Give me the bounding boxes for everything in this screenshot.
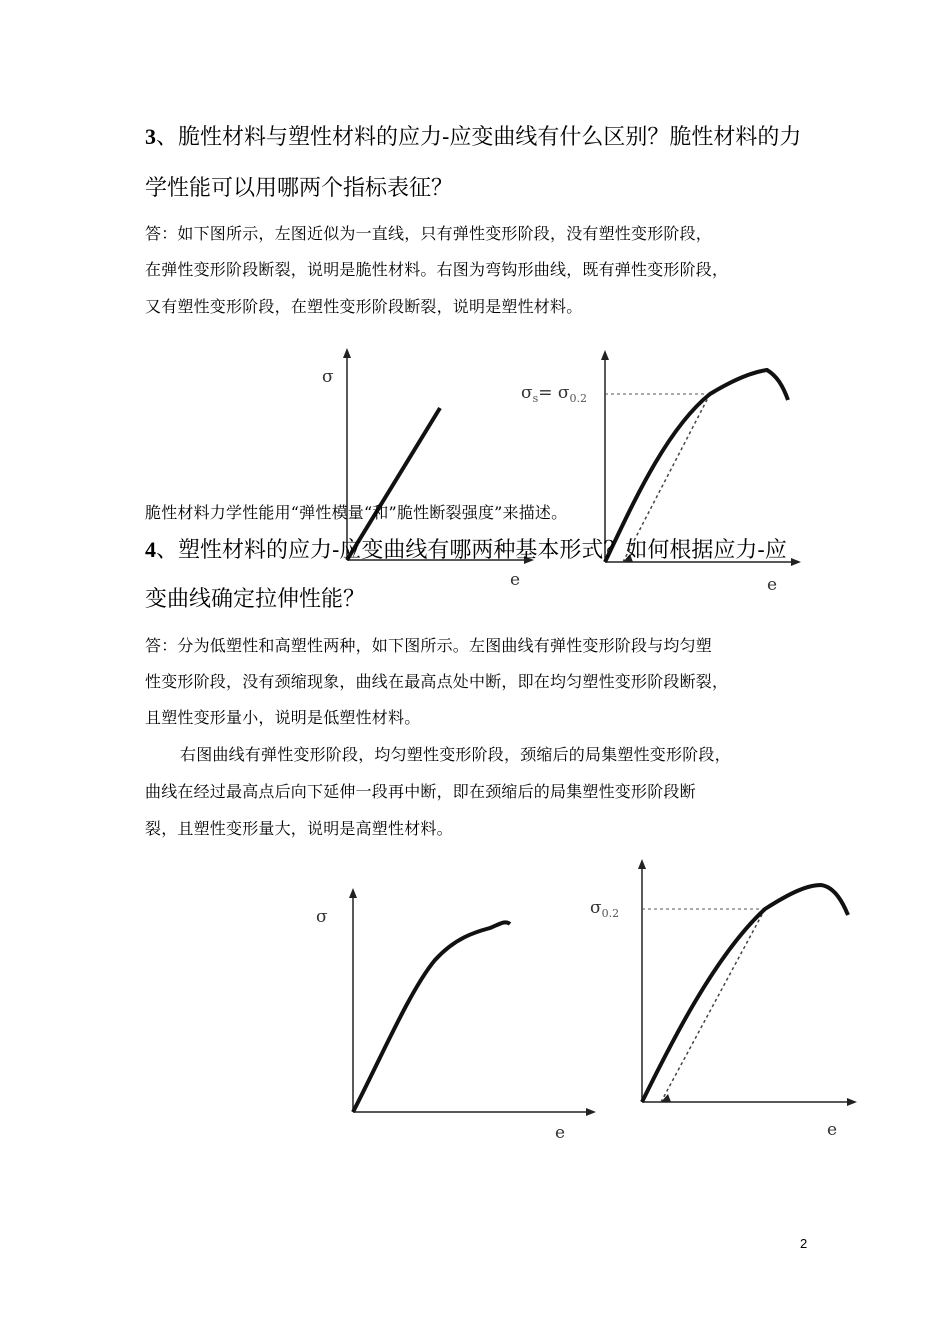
answer-3-line3: 又有塑性变形阶段，在塑性变形阶段断裂，说明是塑性材料。: [145, 297, 583, 316]
x-axis-arrow: [847, 1098, 857, 1106]
answer-4-line6: 裂，且塑性变形量大，说明是高塑性材料。: [145, 819, 453, 838]
x-axis-label: e: [510, 570, 521, 590]
answer-4-line3: 且塑性变形量小，说明是低塑性材料。: [145, 708, 421, 727]
question-4-title-line1: 4、塑性材料的应力-应变曲线有哪两种基本形式？如何根据应力-应: [145, 537, 787, 563]
x-axis-label: e: [827, 1120, 838, 1140]
offset-arrow: [661, 1094, 671, 1102]
page-number: 2: [800, 1236, 808, 1251]
answer-4-line2: 性变形阶段，没有颈缩现象，曲线在最高点处中断，即在均匀塑性变形阶段断裂，: [145, 672, 729, 691]
answer-3-line2: 在弹性变形阶段断裂，说明是脆性材料。右图为弯钩形曲线，既有弹性变形阶段，: [145, 260, 729, 279]
stress-strain-curve: [642, 885, 848, 1102]
y-axis-arrow: [638, 859, 646, 869]
x-axis-arrow: [791, 558, 801, 566]
figure2-right-high-plasticity-curve: [585, 855, 875, 1155]
x-axis-label: e: [555, 1123, 566, 1143]
y-axis-label: $\sigma_{0.2}$: [590, 898, 620, 920]
answer-4-line5: 曲线在经过最高点后向下延伸一段再中断，即在颈缩后的局集塑性变形阶段断: [145, 782, 696, 801]
figure2-left-low-plasticity-curve: [300, 870, 600, 1160]
question-4-title-line2: 变曲线确定拉伸性能？: [145, 587, 366, 612]
y-axis-arrow: [343, 348, 351, 358]
question-3-title-line1: 3、脆性材料与塑性材料的应力-应变曲线有什么区别？脆性材料的力: [145, 124, 802, 150]
answer-3-line1: 答：如下图所示，左图近似为一直线，只有弹性变形阶段，没有塑性变形阶段，: [145, 224, 713, 243]
y-axis-arrow: [601, 350, 609, 360]
x-axis-label: e: [767, 575, 778, 595]
stress-strain-curve: [605, 370, 788, 562]
answer-4-line1: 答：分为低塑性和高塑性两种，如下图所示。左图曲线有弹性变形阶段与均匀塑: [145, 636, 713, 655]
question-3-title-line2: 学性能可以用哪两个指标表征？: [145, 176, 454, 201]
question-4-number: 4: [145, 537, 156, 562]
offset-dashed-line: [661, 909, 765, 1102]
y-axis-label: σ: [316, 907, 328, 927]
y-axis-arrow: [349, 888, 357, 898]
stress-strain-curve: [353, 922, 510, 1112]
answer-4-line4: 右图曲线有弹性变形阶段，均匀塑性变形阶段，颈缩后的局集塑性变形阶段，: [180, 745, 731, 764]
answer-3-note: 脆性材料力学性能用“弹性模量“和”脆性断裂强度”来描述。: [145, 503, 568, 522]
question-3-number: 3: [145, 124, 156, 149]
y-axis-label: $\sigma_s= \sigma_{0.2}$: [521, 383, 588, 405]
y-axis-label: σ: [322, 367, 334, 387]
